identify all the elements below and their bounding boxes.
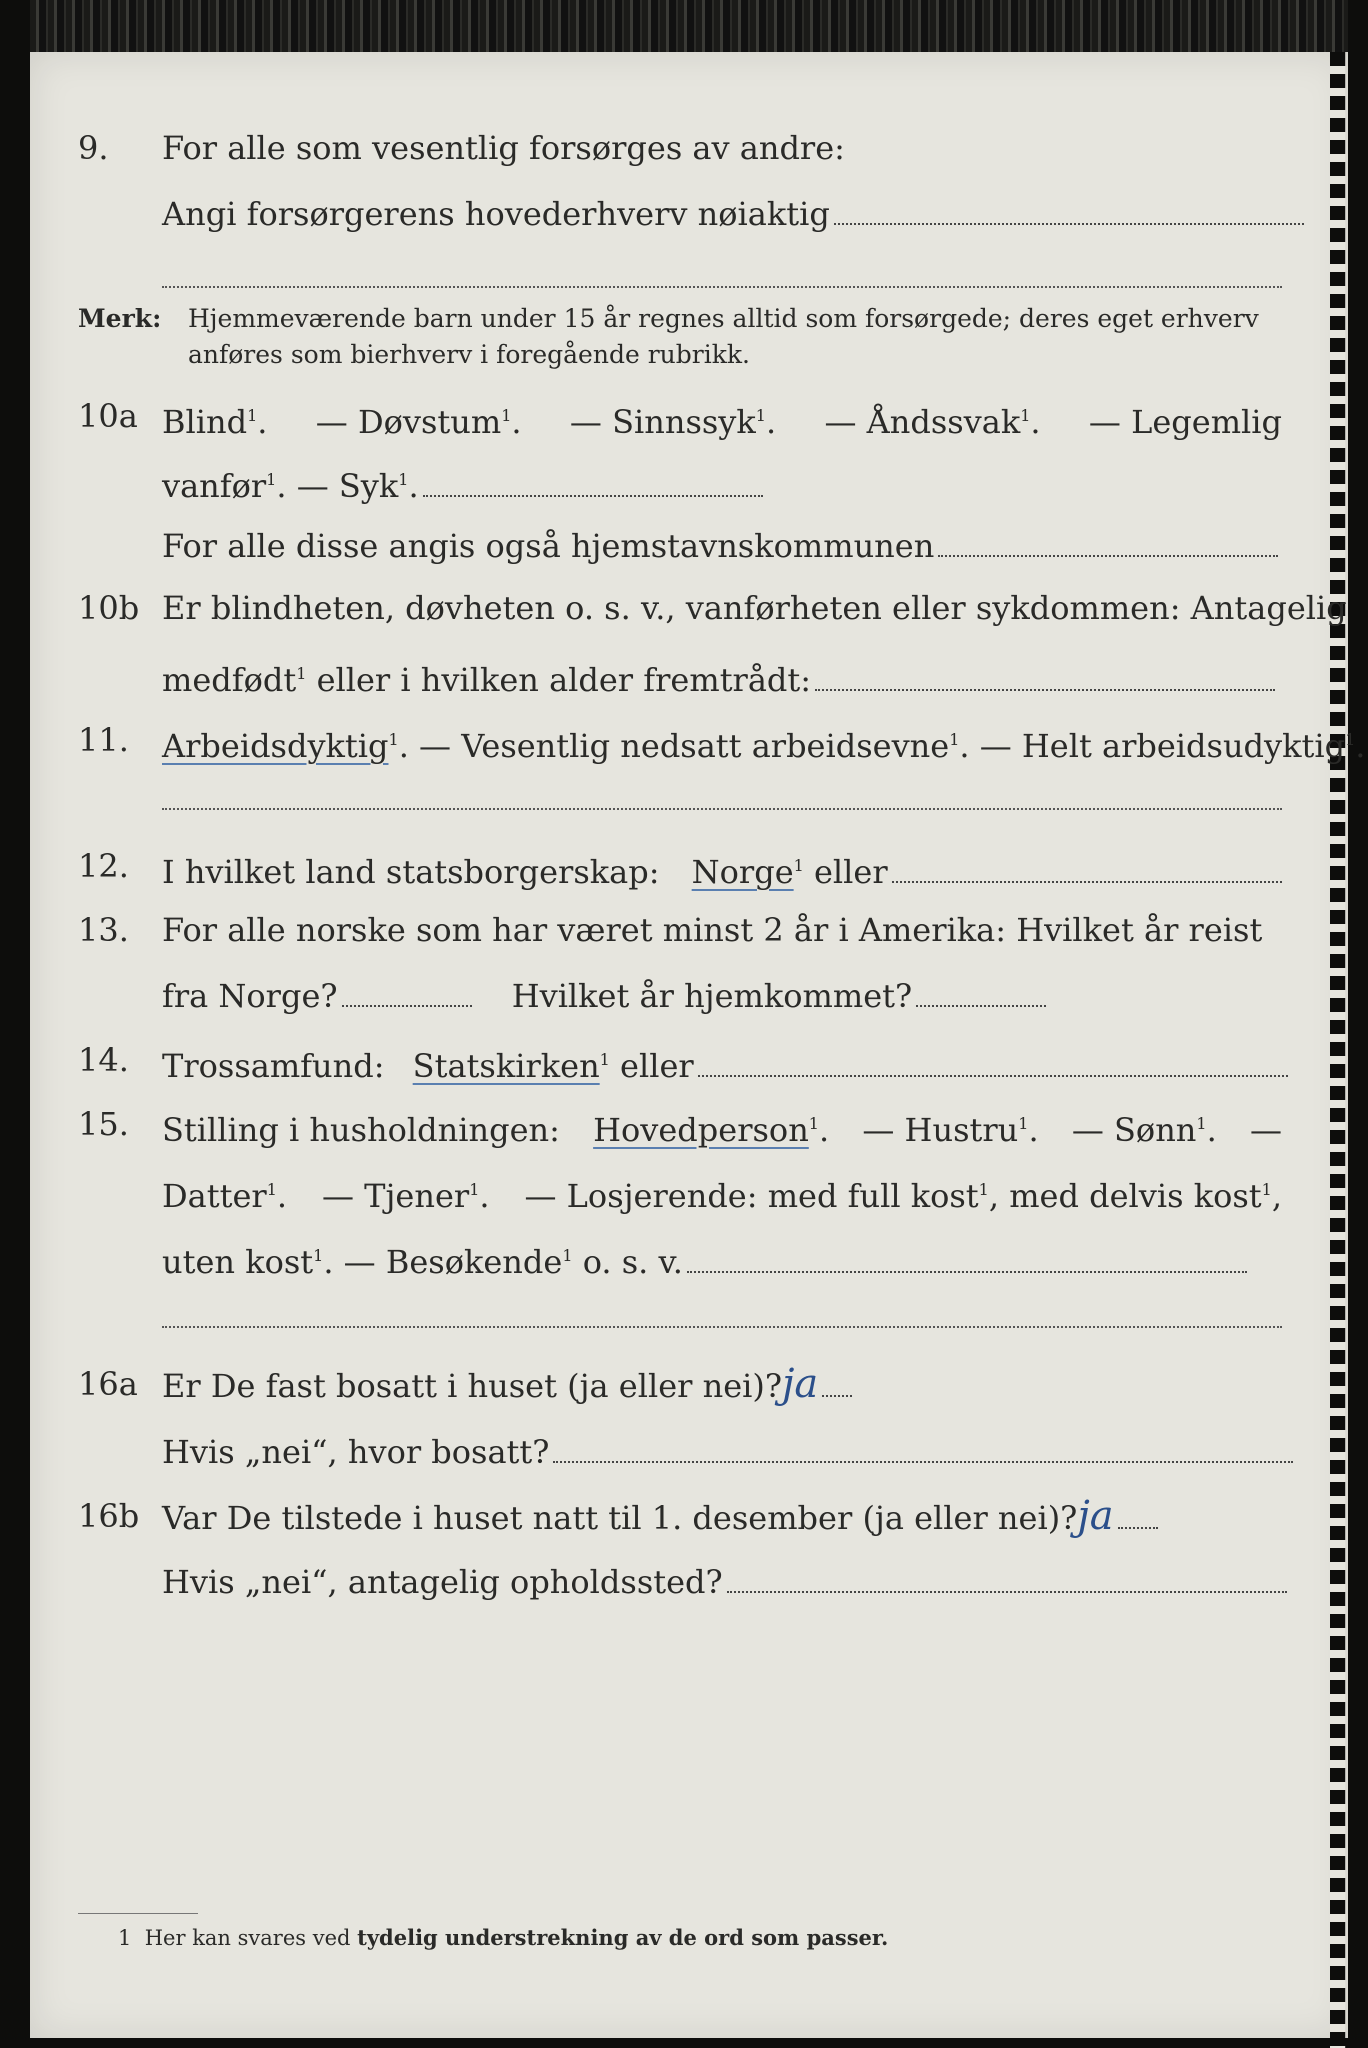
q16b-question: Var De tilstede i huset natt til 1. desember (ja eller nei)? (162, 1499, 1078, 1537)
q9-answer-line2[interactable] (162, 286, 1282, 288)
q14-number: 14. (78, 1041, 129, 1079)
q9-prompt: Angi forsørgerens hovederhverv nøiaktig (162, 195, 830, 233)
q9-text: For alle som vesentlig forsørges av andre: (162, 129, 845, 167)
q16b-handwritten-answer[interactable]: ja (1077, 1493, 1114, 1539)
q14-answer-field[interactable] (698, 1075, 1288, 1077)
q15-option-sonn[interactable]: — Sønn (1071, 1111, 1197, 1149)
q16a-question: Er De fast bosatt i huset (ja eller nei)? (162, 1367, 783, 1405)
q15-answer-field[interactable] (687, 1271, 1247, 1273)
q16a-nei-prompt: Hvis „nei“, hvor bosatt? (162, 1433, 550, 1471)
q15-text: Stilling i husholdningen: (162, 1111, 560, 1149)
q13-reist-field[interactable] (342, 1005, 472, 1007)
q13-text: For alle norske som har været minst 2 år i Amerika: Hvilket år reist (162, 911, 1263, 949)
scan-top-edge (30, 0, 1348, 52)
footnote-mark: 1 (118, 1926, 132, 1950)
q10b-text: Er blindheten, døvheten o. s. v., vanførheten eller sykdommen: Antagelig (162, 589, 1347, 627)
q10a-option-syk[interactable]: — Syk (296, 467, 399, 505)
q16b-opholdssted-field[interactable] (727, 1591, 1287, 1593)
q10a-hjemstavn-prompt: For alle disse angis også hjemstavnskommunen (162, 527, 935, 565)
q10b-answer-field[interactable] (815, 689, 1275, 691)
q15-option-hustru[interactable]: — Hustru (862, 1111, 1019, 1149)
q14-text: Trossamfund: (162, 1047, 385, 1085)
q12-number: 12. (78, 847, 129, 885)
q15-option-besokende[interactable]: — Besøkende (343, 1243, 563, 1281)
q10a-option-sinnssyk[interactable]: — Sinnssyk (569, 403, 756, 441)
q16a-number: 16a (78, 1365, 138, 1403)
q12-eller: eller (813, 853, 888, 891)
footnote-bold-text: tydelig understrekning av de ord som passer. (357, 1925, 889, 1950)
q9-answer-field[interactable] (834, 223, 1304, 225)
q15-option-delvis-kost[interactable]: , med delvis kost (988, 1177, 1262, 1215)
q11-option-arbeidsdyktig[interactable]: Arbeidsdyktig (162, 727, 389, 765)
q10a-option-legemlig[interactable]: — Legemlig (1088, 403, 1282, 441)
q15-dash: — (1249, 1111, 1282, 1149)
q10a-option-blind[interactable]: Blind (162, 403, 248, 441)
q9-number: 9. (78, 129, 109, 167)
q10a-option-andssvak[interactable]: — Åndssvak (824, 403, 1021, 441)
merk-label: Merk: (78, 304, 162, 333)
q10b-option-medfodt[interactable]: medfødt (162, 661, 297, 699)
q15-number: 15. (78, 1105, 129, 1143)
q11-answer-line[interactable] (162, 808, 1282, 810)
q16b-number: 16b (78, 1497, 140, 1535)
q15-option-datter[interactable]: Datter (162, 1177, 267, 1215)
q12-text: I hvilket land statsborgerskap: (162, 853, 660, 891)
q14-eller: eller (620, 1047, 694, 1085)
q10a-hjemstavn-field[interactable] (938, 555, 1278, 557)
q10b-alder-prompt: eller i hvilken alder fremtrådt: (316, 661, 812, 699)
merk-line1: Hjemmeværende barn under 15 år regnes alltid som forsørgede; deres eget erhverv (188, 304, 1259, 333)
q12-option-norge[interactable]: Norge (691, 853, 794, 891)
q10a-option-dovstum[interactable]: — Døvstum (315, 403, 502, 441)
footnote-rule (78, 1913, 198, 1914)
q13-hjemkommet-field[interactable] (916, 1005, 1046, 1007)
q13-number: 13. (78, 911, 129, 949)
q10a-option-vanfor[interactable]: vanfør (162, 467, 267, 505)
q14-option-statskirken[interactable]: Statskirken (412, 1047, 600, 1085)
q11-option-udyktig[interactable]: — Helt arbeidsudyktig (979, 727, 1346, 765)
merk-line2: anføres som bierhverv i foregående rubrikk. (188, 340, 750, 369)
q15-option-hovedperson[interactable]: Hovedperson (593, 1111, 809, 1149)
q10b-number: 10b (78, 589, 140, 627)
q10a-number: 10a (78, 397, 138, 435)
q16a-handwritten-answer[interactable]: ja (782, 1361, 819, 1407)
q16a-bosatt-field[interactable] (553, 1461, 1293, 1463)
q11-number: 11. (78, 721, 129, 759)
q15-option-uten-kost[interactable]: uten kost (162, 1243, 314, 1281)
q15-option-full-kost[interactable]: — Losjerende: med full kost (524, 1177, 979, 1215)
q10a-answer-field[interactable] (423, 495, 763, 497)
q13-reist-prompt: fra Norge? (162, 977, 338, 1015)
q15-answer-line[interactable] (162, 1326, 1282, 1328)
footnote-text: Her kan svares ved (144, 1926, 351, 1950)
q15-option-tjener[interactable]: — Tjener (321, 1177, 470, 1215)
q15-osv: o. s. v. (582, 1243, 683, 1281)
footnote (118, 1925, 888, 1950)
q13-hjemkommet-prompt: Hvilket år hjemkommet? (511, 977, 913, 1015)
q11-option-nedsatt[interactable]: — Vesentlig nedsatt arbeidsevne (419, 727, 950, 765)
scan-right-edge (1330, 52, 1368, 2048)
q16b-nei-prompt: Hvis „nei“, antagelig opholdssted? (162, 1563, 723, 1601)
q12-answer-field[interactable] (892, 881, 1282, 883)
